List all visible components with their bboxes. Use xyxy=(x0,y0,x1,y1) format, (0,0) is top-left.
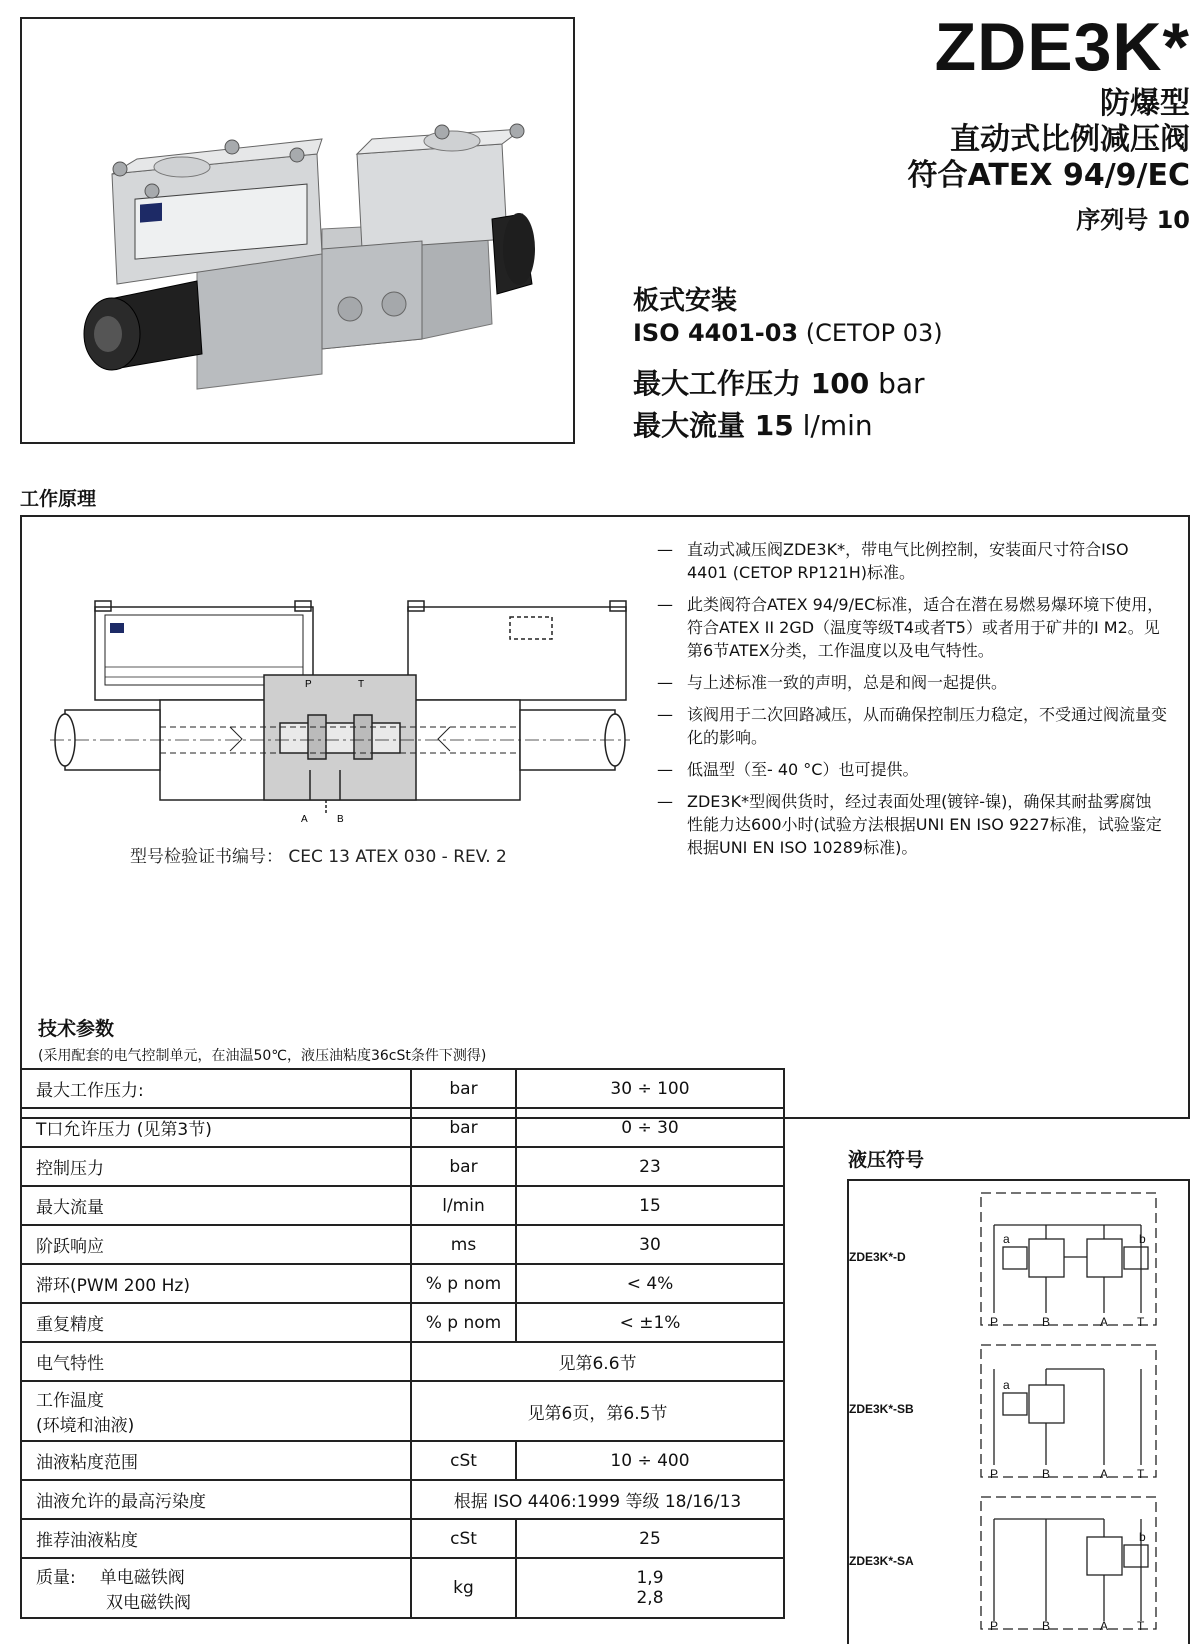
table-row: 质量: 单电磁铁阀 双电磁铁阀 kg 1,9 2,8 xyxy=(21,1558,784,1618)
series-number: 序列号 10 xyxy=(1076,206,1190,234)
certificate-number: 型号检验证书编号： CEC 13 ATEX 030 - REV. 2 xyxy=(130,847,507,867)
port-a-label: A xyxy=(301,814,308,825)
note-item: — 此类阀符合ATEX 94/9/EC标准，适合在潜在易燃易爆环境下使用，符合ATEX II 2GD（温度等级T4或者T5）或者用于矿井的I M2。见第6节ATEX分类，工作温度以及电气特性。 xyxy=(657,595,1164,660)
svg-text:b: b xyxy=(1139,1232,1146,1246)
product-photo xyxy=(20,17,575,444)
title-line-2: 直动式比例减压阀 xyxy=(950,122,1190,157)
table-row: 工作温度 (环境和油液) 见第6页，第6.5节 xyxy=(21,1381,784,1441)
table-row: T口允许压力 (见第3节) bar 0 ÷ 30 xyxy=(21,1108,784,1147)
title-block xyxy=(908,8,1190,240)
svg-text:B: B xyxy=(1042,1467,1051,1481)
principle-notes xyxy=(657,538,1167,868)
tech-table xyxy=(20,1068,785,1619)
spec-summary xyxy=(633,285,943,447)
svg-text:P: P xyxy=(990,1315,999,1329)
svg-text:P: P xyxy=(990,1467,999,1481)
note-item: — 与上述标准一致的声明，总是和阀一起提供。 xyxy=(657,673,1008,692)
port-b-label: B xyxy=(337,814,344,825)
svg-text:A: A xyxy=(1100,1315,1109,1329)
table-row: 控制压力 bar 23 xyxy=(21,1147,784,1186)
note-item: — 该阀用于二次回路减压，从而确保控制压力稳定，不受通过阀流量变化的影响。 xyxy=(657,705,1168,747)
hydraulic-symbols xyxy=(849,1181,1188,1644)
mount-label: 板式安装 xyxy=(633,286,738,316)
svg-text:B: B xyxy=(1042,1619,1051,1633)
table-row: 重复精度 % p nom < ±1% xyxy=(21,1303,784,1342)
svg-text:a: a xyxy=(1003,1232,1010,1246)
svg-text:a: a xyxy=(1003,1378,1010,1392)
port-p-label: P xyxy=(305,679,312,690)
table-row: 电气特性 见第6.6节 xyxy=(21,1342,784,1381)
symbols-heading: 液压符号 xyxy=(848,1149,925,1171)
note-item: — ZDE3K*型阀供货时，经过表面处理(镀锌-镍)，确保其耐盐雾腐蚀性能力达600小时(试验方法根据UNI EN ISO 9227标准，试验鉴定根据UNI EN ISO 10289标准)。 xyxy=(657,792,1162,857)
table-row: 最大工作压力: bar 30 ÷ 100 xyxy=(21,1069,784,1108)
max-flow: 最大流量 15 l/min xyxy=(633,409,873,442)
svg-text:b: b xyxy=(1139,1530,1146,1544)
symbol-label-sb: ZDE3K*-SB xyxy=(849,1402,914,1416)
tech-subheading: (采用配套的电气控制单元，在油温50℃，液压油粘度36cSt条件下测得) xyxy=(38,1048,487,1064)
symbol-label-sa: ZDE3K*-SA xyxy=(849,1554,914,1568)
note-item: — 直动式减压阀ZDE3K*，带电气比例控制，安装面尺寸符合ISO 4401 (CETOP RP121H)标准。 xyxy=(657,540,1129,582)
svg-text:T: T xyxy=(1137,1619,1145,1633)
product-code: ZDE3K* xyxy=(934,9,1190,85)
title-line-3: 符合ATEX 94/9/EC xyxy=(907,158,1190,193)
port-t-label: T xyxy=(358,679,365,690)
max-pressure: 最大工作压力 100 bar xyxy=(633,367,925,400)
valve-photo-illustration xyxy=(22,19,573,442)
table-row: 推荐油液粘度 cSt 25 xyxy=(21,1519,784,1558)
mount-standard: ISO 4401-03 (CETOP 03) xyxy=(633,319,943,347)
title-line-1: 防爆型 xyxy=(1100,86,1190,121)
svg-text:T: T xyxy=(1137,1315,1145,1329)
note-item: — 低温型（至- 40 °C）也可提供。 xyxy=(657,760,919,779)
svg-text:B: B xyxy=(1042,1315,1051,1329)
valve-section-drawing xyxy=(50,595,630,825)
table-row: 滞环(PWM 200 Hz) % p nom < 4% xyxy=(21,1264,784,1303)
tech-heading-block xyxy=(38,1014,486,1065)
symbol-label-d: ZDE3K*-D xyxy=(849,1250,906,1264)
principle-heading: 工作原理 xyxy=(20,488,97,510)
svg-text:A: A xyxy=(1100,1467,1109,1481)
tech-heading: 技术参数 xyxy=(38,1018,115,1040)
svg-text:A: A xyxy=(1100,1619,1109,1633)
svg-text:P: P xyxy=(990,1619,999,1633)
table-row: 最大流量 l/min 15 xyxy=(21,1186,784,1225)
table-row: 油液允许的最高污染度 根据 ISO 4406:1999 等级 18/16/13 xyxy=(21,1480,784,1519)
table-row: 油液粘度范围 cSt 10 ÷ 400 xyxy=(21,1441,784,1480)
table-row: 阶跃响应 ms 30 xyxy=(21,1225,784,1264)
svg-text:T: T xyxy=(1137,1467,1145,1481)
